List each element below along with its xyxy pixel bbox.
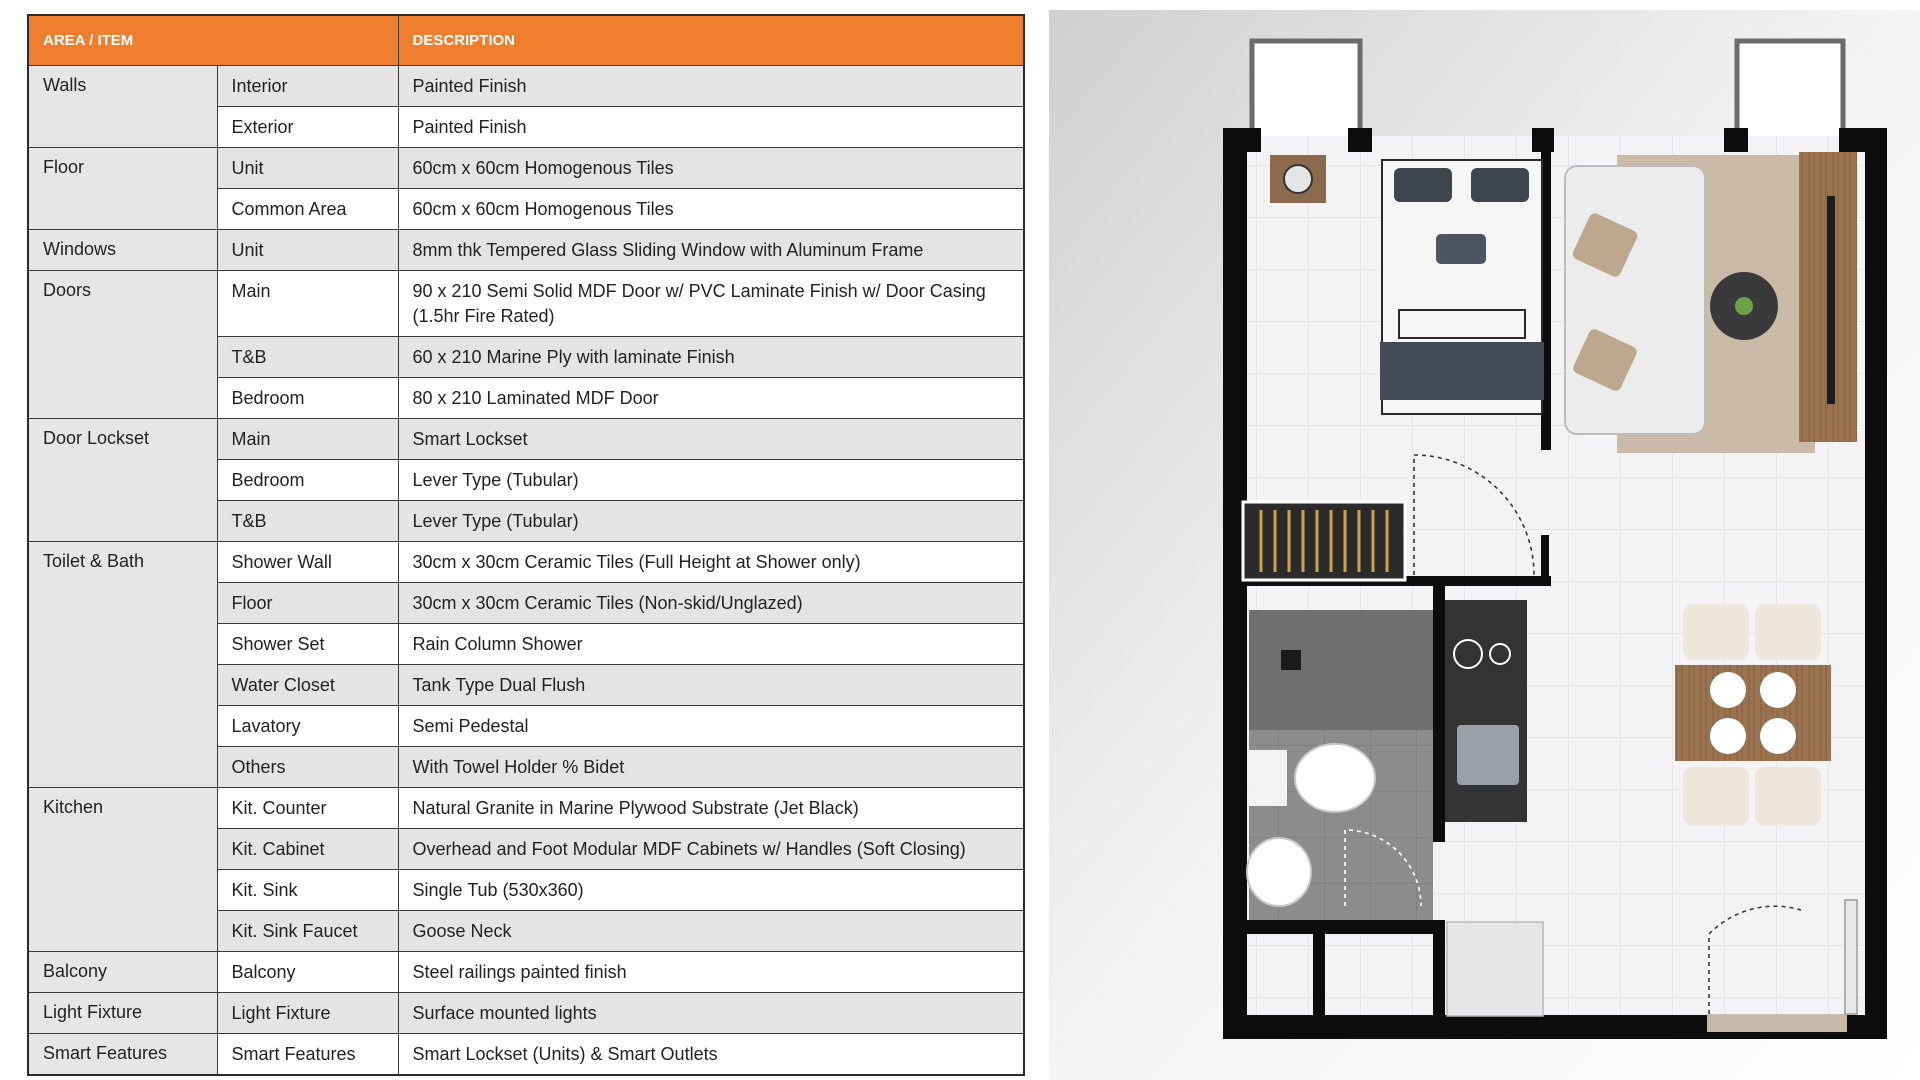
description-cell: 80 x 210 Laminated MDF Door bbox=[398, 378, 1024, 419]
area-cell: Light Fixture bbox=[28, 993, 217, 1034]
table-row bbox=[28, 230, 1024, 271]
area-cell: Balcony bbox=[28, 952, 217, 993]
item-cell: Shower Wall bbox=[217, 542, 398, 583]
item-cell: Bedroom bbox=[217, 460, 398, 501]
specifications-table bbox=[27, 14, 1025, 1076]
item-cell: Unit bbox=[217, 148, 398, 189]
item-cell: Smart Features bbox=[217, 1034, 398, 1075]
table-row bbox=[28, 952, 1024, 993]
description-cell: Semi Pedestal bbox=[398, 706, 1024, 747]
description-cell: 60cm x 60cm Homogenous Tiles bbox=[398, 189, 1024, 230]
item-cell: T&B bbox=[217, 501, 398, 542]
coffee-table bbox=[1710, 272, 1778, 340]
item-cell: Common Area bbox=[217, 189, 398, 230]
item-cell: Shower Set bbox=[217, 624, 398, 665]
table-row bbox=[28, 148, 1024, 189]
table-row bbox=[28, 66, 1024, 107]
area-cell: Floor bbox=[28, 148, 217, 230]
description-cell: With Towel Holder % Bidet bbox=[398, 747, 1024, 788]
item-cell: Exterior bbox=[217, 107, 398, 148]
description-cell: 8mm thk Tempered Glass Sliding Window with Aluminum Frame bbox=[398, 230, 1024, 271]
description-cell: Smart Lockset bbox=[398, 419, 1024, 460]
description-cell: Lever Type (Tubular) bbox=[398, 460, 1024, 501]
item-cell: Kit. Sink Faucet bbox=[217, 911, 398, 952]
header-area-item: AREA / ITEM bbox=[28, 15, 398, 66]
description-cell: Lever Type (Tubular) bbox=[398, 501, 1024, 542]
item-cell: Floor bbox=[217, 583, 398, 624]
description-cell: Rain Column Shower bbox=[398, 624, 1024, 665]
description-cell: Tank Type Dual Flush bbox=[398, 665, 1024, 706]
area-cell: Windows bbox=[28, 230, 217, 271]
area-cell: Toilet & Bath bbox=[28, 542, 217, 788]
wardrobe bbox=[1243, 502, 1405, 580]
table-row bbox=[28, 788, 1024, 829]
table-row bbox=[28, 993, 1024, 1034]
item-cell: Bedroom bbox=[217, 378, 398, 419]
table-row bbox=[28, 419, 1024, 460]
item-cell: Light Fixture bbox=[217, 993, 398, 1034]
table-row bbox=[28, 271, 1024, 337]
description-cell: Painted Finish bbox=[398, 66, 1024, 107]
item-cell: Others bbox=[217, 747, 398, 788]
description-cell: Overhead and Foot Modular MDF Cabinets w/ Handles (Soft Closing) bbox=[398, 829, 1024, 870]
item-cell: Kit. Counter bbox=[217, 788, 398, 829]
description-cell: Single Tub (530x360) bbox=[398, 870, 1024, 911]
table-row bbox=[28, 1034, 1024, 1075]
description-cell: 60 x 210 Marine Ply with laminate Finish bbox=[398, 337, 1024, 378]
description-cell: Surface mounted lights bbox=[398, 993, 1024, 1034]
header-description: DESCRIPTION bbox=[398, 15, 1024, 66]
area-cell: Door Lockset bbox=[28, 419, 217, 542]
description-cell: 30cm x 30cm Ceramic Tiles (Full Height at Shower only) bbox=[398, 542, 1024, 583]
description-cell: 90 x 210 Semi Solid MDF Door w/ PVC Laminate Finish w/ Door Casing (1.5hr Fire Rated) bbox=[398, 271, 1024, 337]
area-cell: Walls bbox=[28, 66, 217, 148]
bathroom bbox=[1247, 610, 1433, 920]
nightstand bbox=[1270, 155, 1326, 203]
item-cell: Kit. Sink bbox=[217, 870, 398, 911]
description-cell: Painted Finish bbox=[398, 107, 1024, 148]
item-cell: Main bbox=[217, 271, 398, 337]
description-cell: Natural Granite in Marine Plywood Substrate (Jet Black) bbox=[398, 788, 1024, 829]
description-cell: Smart Lockset (Units) & Smart Outlets bbox=[398, 1034, 1024, 1075]
area-cell: Smart Features bbox=[28, 1034, 217, 1075]
item-cell: Unit bbox=[217, 230, 398, 271]
item-cell: Interior bbox=[217, 66, 398, 107]
item-cell: Balcony bbox=[217, 952, 398, 993]
bed bbox=[1380, 160, 1544, 414]
description-cell: Goose Neck bbox=[398, 911, 1024, 952]
item-cell: Lavatory bbox=[217, 706, 398, 747]
area-cell: Doors bbox=[28, 271, 217, 419]
description-cell: Steel railings painted finish bbox=[398, 952, 1024, 993]
item-cell: Kit. Cabinet bbox=[217, 829, 398, 870]
description-cell: 60cm x 60cm Homogenous Tiles bbox=[398, 148, 1024, 189]
sofa bbox=[1565, 166, 1705, 434]
item-cell: Water Closet bbox=[217, 665, 398, 706]
kitchen-counter bbox=[1445, 600, 1527, 822]
item-cell: T&B bbox=[217, 337, 398, 378]
floor-plan-image bbox=[1049, 10, 1920, 1080]
table-row bbox=[28, 542, 1024, 583]
area-cell: Kitchen bbox=[28, 788, 217, 952]
item-cell: Main bbox=[217, 419, 398, 460]
table-header-row bbox=[28, 15, 1024, 66]
tv-console bbox=[1799, 152, 1857, 442]
description-cell: 30cm x 30cm Ceramic Tiles (Non-skid/Unglazed) bbox=[398, 583, 1024, 624]
refrigerator bbox=[1447, 922, 1543, 1016]
